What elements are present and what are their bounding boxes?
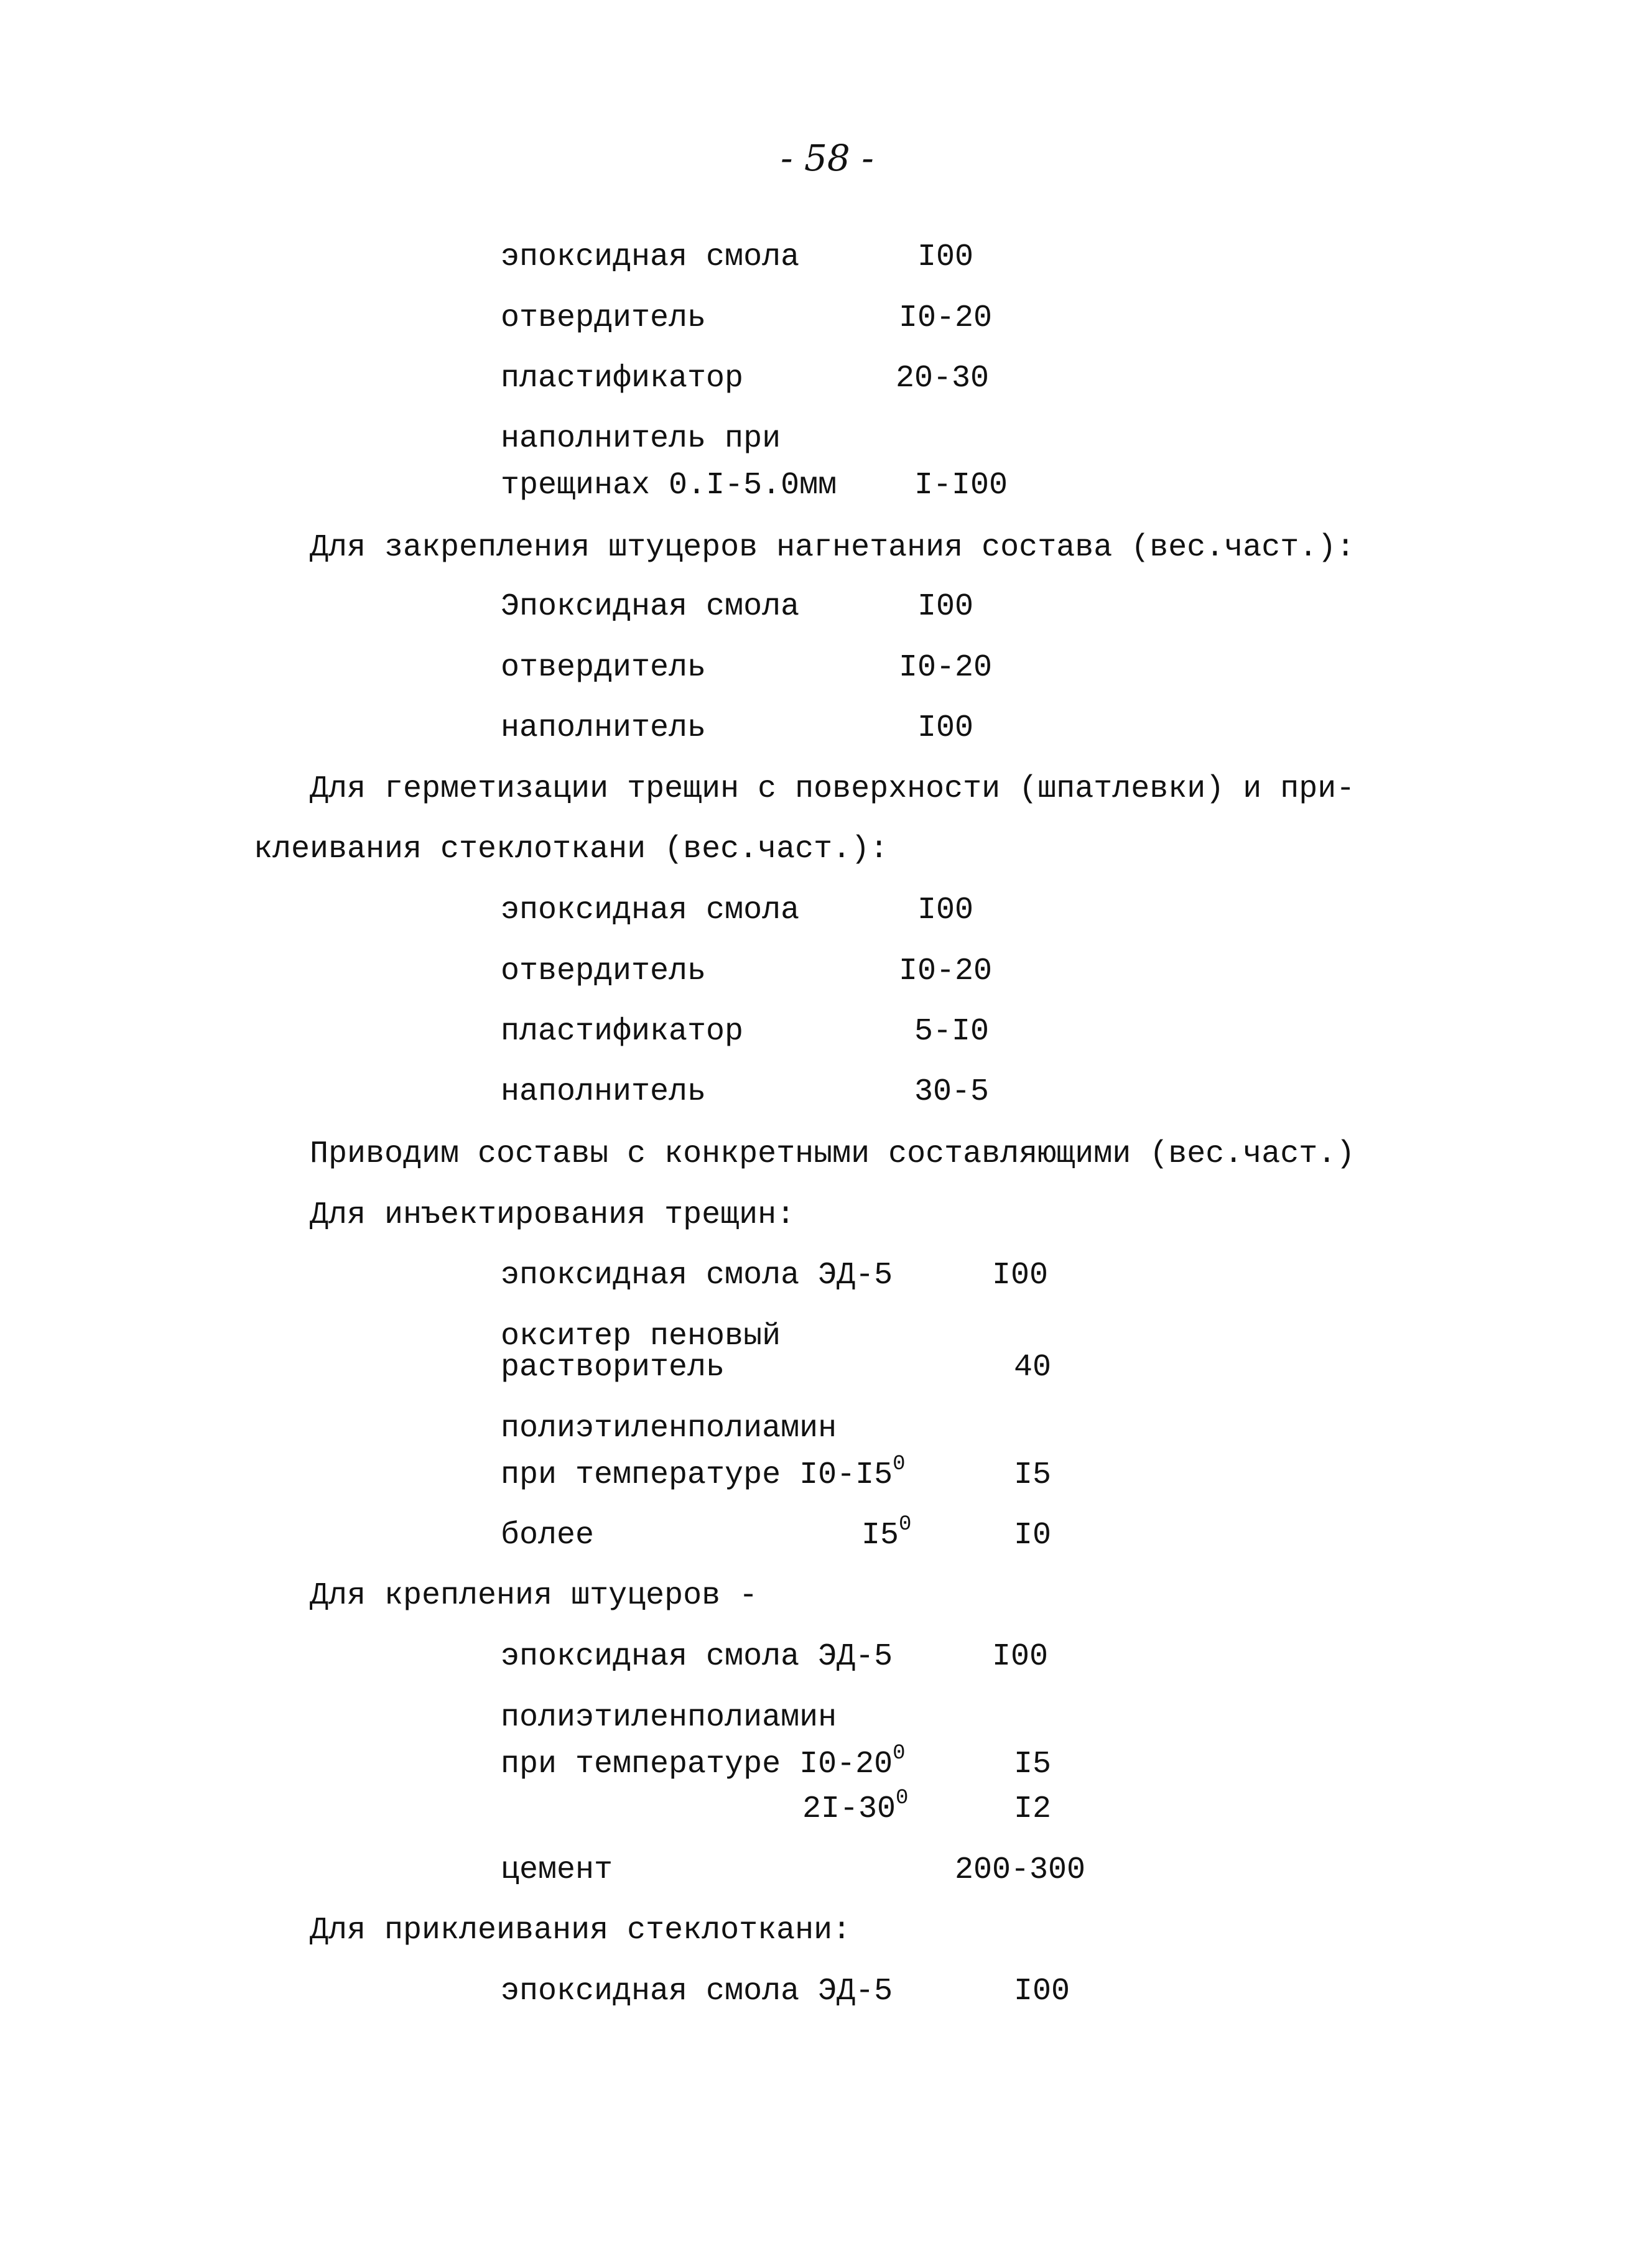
ingredient-value: I5 (1014, 1747, 1052, 1782)
ingredient-name: отвердитель (501, 300, 707, 336)
degree-sign: 0 (896, 1786, 909, 1810)
degree-sign: 0 (893, 1452, 906, 1476)
ingredient-value: I0 (1014, 1518, 1052, 1553)
ingredient-name: отвердитель (501, 954, 707, 989)
ingredient-value: I0-20 (899, 650, 993, 685)
ingredient-name: пластификатор (501, 361, 744, 396)
ingredient-name: отвердитель (501, 650, 707, 685)
ingredient-name: пластификатор (501, 1014, 744, 1049)
ingredient-value: 20-30 (896, 361, 990, 396)
ingredient-name: трещинах 0.I-5.0мм (501, 468, 837, 503)
ingredient-value: I0-20 (899, 954, 993, 989)
page-number: - 58 - (781, 137, 874, 179)
section-heading: Приводим составы с конкретными составляющими (вес.част.) (310, 1136, 1355, 1172)
ingredient-value: I0-20 (899, 300, 993, 336)
degree-sign: 0 (899, 1513, 912, 1536)
ingredient-value: 40 (1014, 1350, 1052, 1385)
ingredient-name: при температуре $I0-I5^0$ (501, 1452, 906, 1493)
ingredient-name: эпоксидная смола ЭД-5 (501, 1639, 893, 1674)
ingredient-value: I00 (917, 589, 974, 625)
ingredient-value: I5 (1014, 1457, 1052, 1493)
degree-sign: 0 (893, 1742, 906, 1765)
ingredient-value: I00 (917, 710, 974, 746)
ingredient-name: полиэтиленполиамин (501, 1411, 837, 1446)
ingredient-value: 5-I0 (914, 1014, 990, 1049)
ingredient-name: эпоксидная смола ЭД-5 (501, 1974, 893, 2009)
section-heading: Для закрепления штуцеров нагнетания состава (вес.част.): (310, 530, 1355, 565)
ingredient-name: Эпоксидная смола (501, 589, 800, 625)
ingredient-value: I00 (992, 1258, 1049, 1293)
ingredient-value: I00 (917, 893, 974, 928)
section-heading: Для приклеивания стеклоткани: (310, 1913, 852, 1948)
ingredient-value: 200-300 (955, 1852, 1086, 1888)
ingredient-value: I00 (1014, 1974, 1070, 2009)
ingredient-name: растворитель (501, 1350, 725, 1385)
section-heading: Для крепления штуцеров - (310, 1578, 758, 1614)
ingredient-value: I00 (917, 239, 974, 275)
ingredient-name: при температуре $I0-20^0$ (501, 1742, 906, 1782)
ingredient-name: цемент (501, 1852, 613, 1888)
ingredient-name: окситер пеновый (501, 1319, 781, 1354)
ingredient-name: наполнитель (501, 1074, 707, 1110)
ingredient-name: наполнитель (501, 710, 707, 746)
ingredient-name: полиэтиленполиамин (501, 1700, 837, 1735)
section-heading: Для герметизации трещин с поверхности (шпатлевки) и при- (310, 771, 1355, 807)
ingredient-name: эпоксидная смола (501, 893, 800, 928)
temperature: $I5^0$ (861, 1513, 912, 1553)
section-heading: клеивания стеклоткани (вес.част.): (254, 832, 889, 867)
temperature: $2I-30^0$ (802, 1786, 909, 1827)
ingredient-name: более (501, 1518, 595, 1553)
ingredient-name: эпоксидная смола (501, 239, 800, 275)
ingredient-value: 30-5 (914, 1074, 990, 1110)
ingredient-name: эпоксидная смола ЭД-5 (501, 1258, 893, 1293)
ingredient-value: I-I00 (914, 468, 1008, 503)
section-heading: Для инъектирования трещин: (310, 1197, 796, 1233)
ingredient-value: I2 (1014, 1791, 1052, 1827)
ingredient-value: I00 (992, 1639, 1049, 1674)
ingredient-name: наполнитель при (501, 421, 781, 457)
